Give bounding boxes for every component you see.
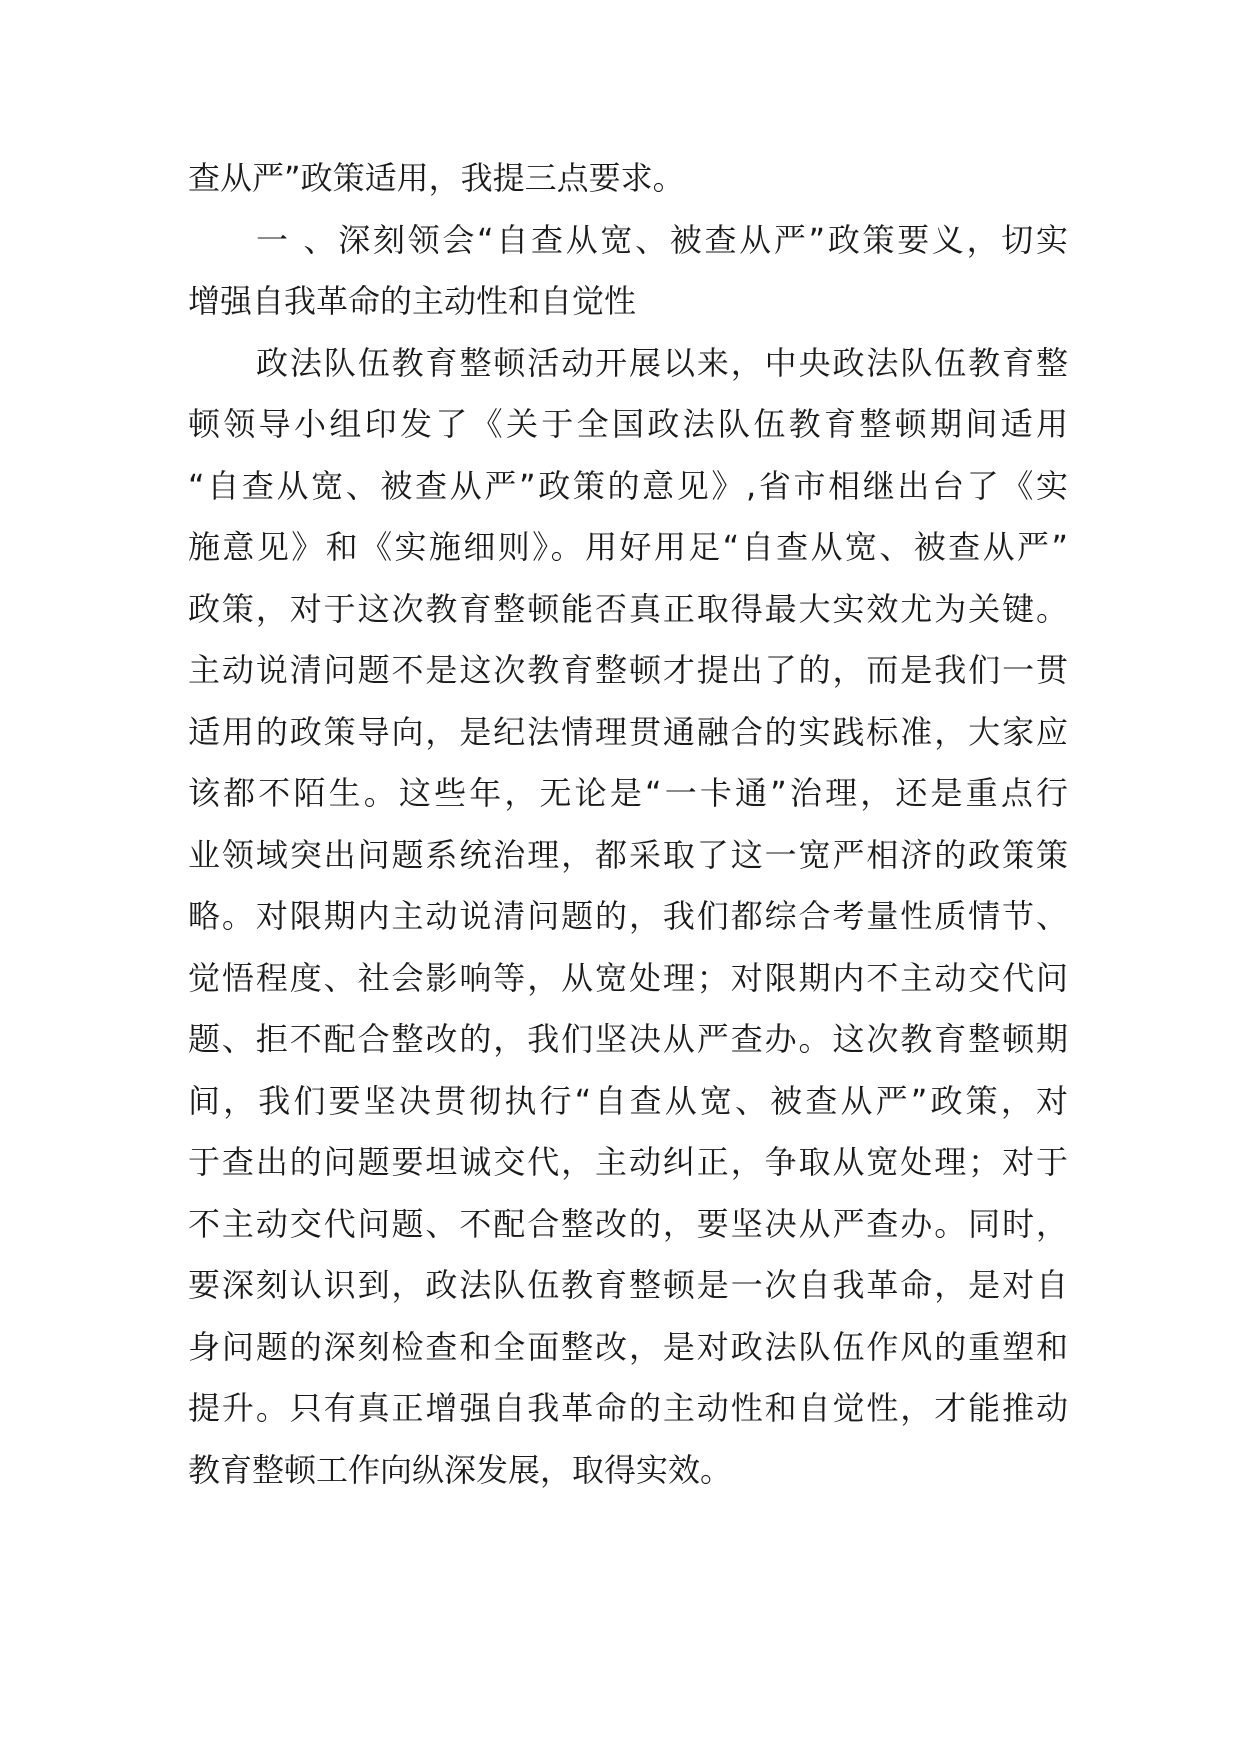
text-line: 政法队伍教育整顿活动开展以来，中央政法队伍教育整 [256, 343, 1068, 382]
text-line: 觉悟程度、社会影响等，从宽处理；对限期内不主动交代问 [188, 958, 1068, 997]
document-body [188, 148, 1068, 1501]
text-line: 略。对限期内主动说清问题的，我们都综合考量性质情节、 [188, 897, 1068, 935]
text-line: 主动说清问题不是这次教育整顿才提出了的，而是我们一贯 [188, 651, 1068, 689]
text-line: 提升。只有真正增强自我革命的主动性和自觉性，才能推动 [188, 1389, 1068, 1427]
text-line: 政策，对于这次教育整顿能否真正取得最大实效尤为关键。 [188, 589, 1068, 628]
text-line: 业领域突出问题系统治理，都采取了这一宽严相济的政策策 [188, 835, 1068, 874]
text-line: 不主动交代问题、不配合整改的，要坚决从严查办。同时， [188, 1204, 1068, 1243]
section-heading-line: 一 、深刻领会“自查从宽、被查从严”政策要义，切实 [256, 220, 1068, 259]
text-line: 身问题的深刻检查和全面整改，是对政法队伍作风的重塑和 [188, 1327, 1068, 1366]
text-line: 该都不陌生。这些年，无论是“一卡通”治理，还是重点行 [188, 774, 1068, 812]
text-line: 查从严”政策适用，我提三点要求。 [188, 159, 685, 197]
text-line: 顿领导小组印发了《关于全国政法队伍教育整顿期间适用 [188, 405, 1068, 443]
text-line: 要深刻认识到，政法队伍教育整顿是一次自我革命，是对自 [188, 1266, 1068, 1304]
section-heading-line: 增强自我革命的主动性和自觉性 [188, 282, 637, 320]
text-line: 施意见》和《实施细则》。用好用足“自查从宽、被查从严” [188, 528, 1068, 566]
text-line: 于查出的问题要坦诚交代，主动纠正，争取从宽处理；对于 [188, 1143, 1068, 1181]
text-line: 适用的政策导向，是纪法情理贯通融合的实践标准，大家应 [188, 712, 1068, 751]
text-line: 间，我们要坚决贯彻执行“自查从宽、被查从严”政策，对 [188, 1081, 1068, 1120]
text-line: 教育整顿工作向纵深发展，取得实效。 [188, 1450, 733, 1489]
text-line: “自查从宽、被查从严”政策的意见》,省市相继出台了《实 [188, 466, 1068, 505]
text-line: 题、拒不配合整改的，我们坚决从严查办。这次教育整顿期 [188, 1020, 1068, 1058]
